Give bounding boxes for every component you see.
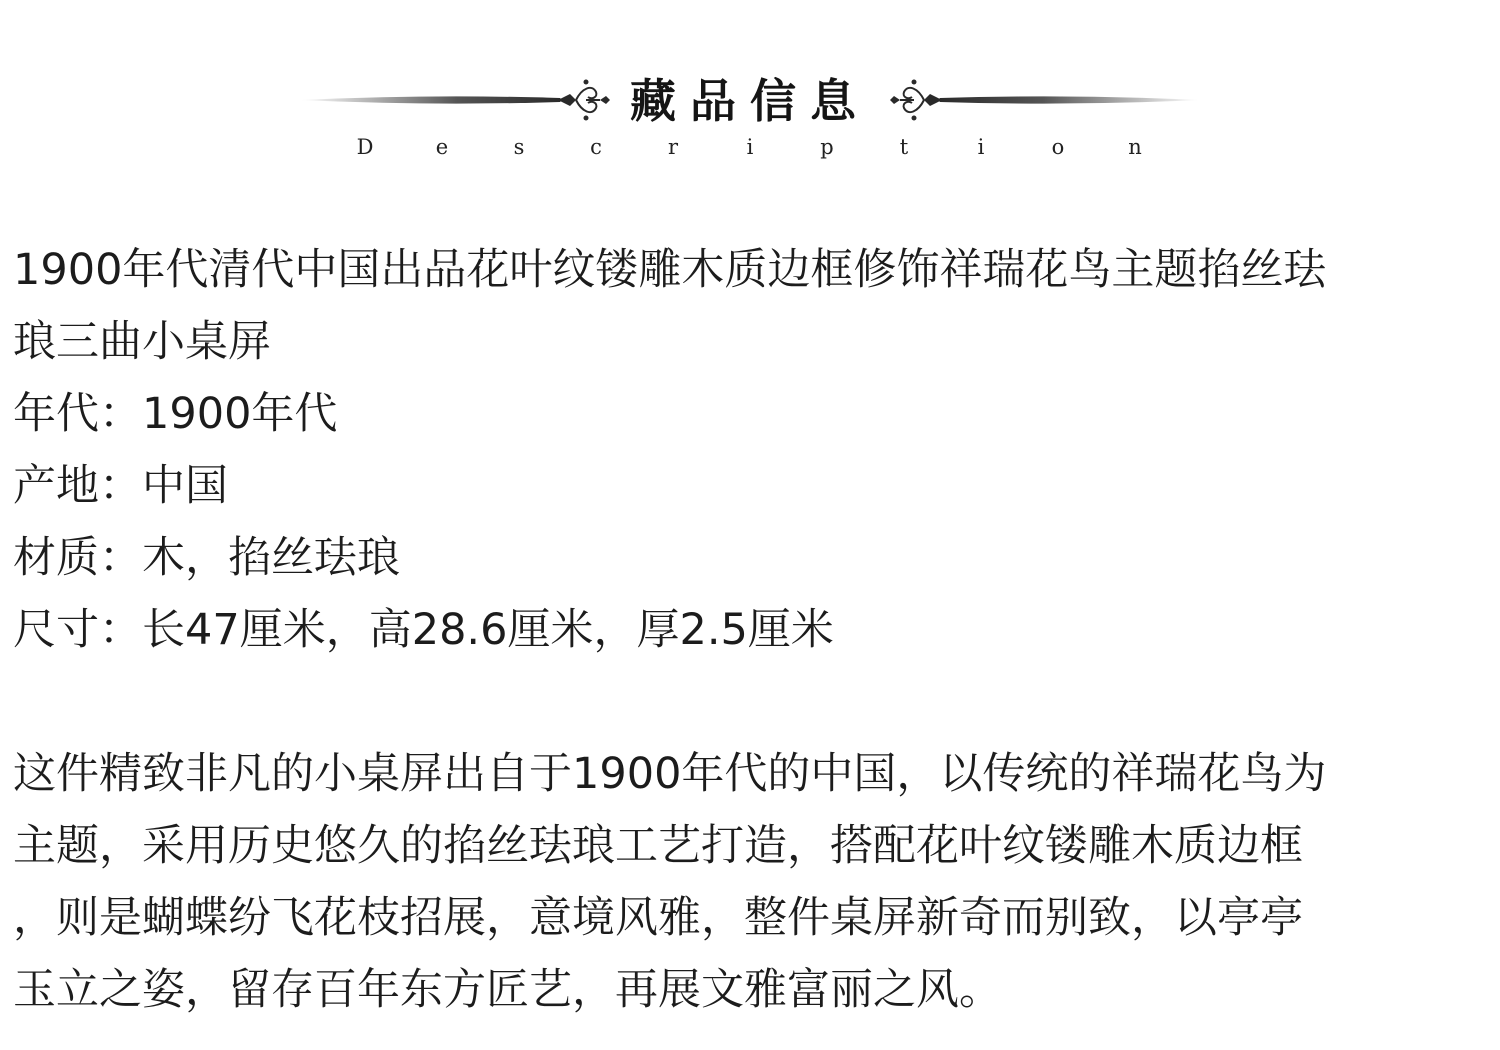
product-info [13,234,1487,1026]
subtitle-letter: D [356,135,374,159]
subtitle-letter: s [513,135,525,159]
right-flourish-ornament [880,70,1200,130]
section-subtitle [350,135,1150,165]
description-line-4: 玉立之姿，留存百年东方匠艺，再展文雅富丽之风。 [13,965,1002,1015]
era-field: 年代：1900年代 [13,389,338,439]
description-line-2: 主题，采用历史悠久的掐丝珐琅工艺打造，搭配花叶纹镂雕木质边框 [13,821,1303,871]
description-line-3: ，则是蝴蝶纷飞花枝招展，意境风雅，整件桌屏新奇而别致，以亭亭 [13,893,1303,943]
section-header [0,0,1500,180]
origin-field: 产地：中国 [13,461,228,511]
subtitle-letter: p [820,135,834,159]
subtitle-letter: o [1051,135,1065,159]
size-field: 尺寸：长47厘米，高28.6厘米，厚2.5厘米 [13,605,834,655]
section-title: 藏品信息 [630,74,870,128]
product-title-line-1: 1900年代清代中国出品花叶纹镂雕木质边框修饰祥瑞花鸟主题掐丝珐 [13,245,1327,295]
subtitle-letter: c [590,135,602,159]
material-field: 材质：木，掐丝珐琅 [13,533,400,583]
subtitle-letter: r [667,135,679,159]
paragraph-spacer [13,666,1487,738]
description-line-1: 这件精致非凡的小桌屏出自于1900年代的中国，以传统的祥瑞花鸟为 [13,749,1327,799]
subtitle-letter: t [899,135,909,159]
subtitle-letter: n [1128,135,1142,159]
product-title-line-2: 琅三曲小桌屏 [13,317,271,367]
subtitle-letter: e [435,135,449,159]
subtitle-letter: i [977,135,985,159]
subtitle-letter: i [746,135,754,159]
